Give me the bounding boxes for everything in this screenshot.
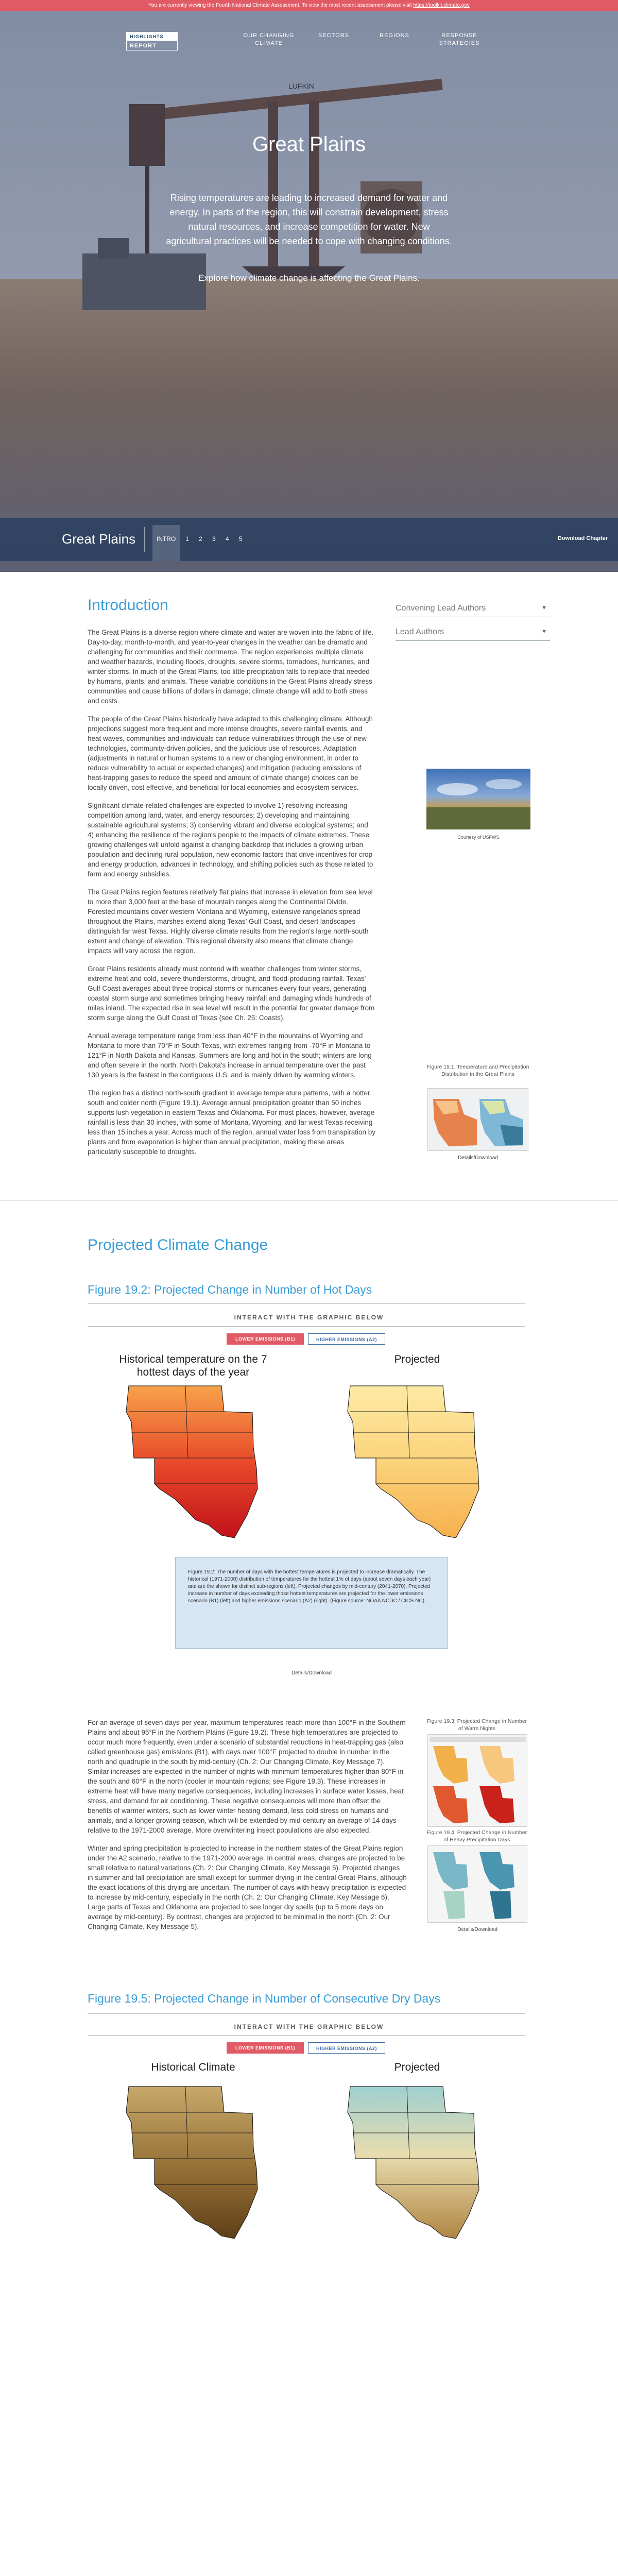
convening-lead-authors-label: Convening Lead Authors [396, 604, 486, 613]
hero-explore-text: Explore how climate change is affecting the Great Plains. [198, 273, 420, 283]
nav-link-our-changing-climate[interactable]: OUR CHANGING CLIMATE [243, 32, 295, 46]
intro-paragraph: Significant climate-related challenges are expected to involve 1) resolving increasing competition among land, water, and energy resources; 2) developing and maintaining sustainable agricultural systems; 3) conserving vibrant and diverse ecological systems; and 4) enhancing the resilience of the region's people to the impacts of climate extremes. These growing challenges will unfold against a changing backdrop that includes a growing urban population and declining rural population, new economic factors that drive incentives for crop and energy production, advances in technology, and shifting policies such as those related to farm and energy subsidies. [88, 802, 373, 878]
dry-days-right-label: Projected [394, 2061, 440, 2073]
download-chapter-link[interactable]: Download Chapter [557, 535, 608, 541]
figure-rule [88, 2035, 525, 2036]
temperature-precipitation-maps [428, 1089, 528, 1151]
section-divider [0, 1200, 618, 1201]
figure-19-1-thumbnail[interactable] [427, 1088, 528, 1151]
chapter-tab-5[interactable]: 5 [239, 535, 243, 543]
interact-heading: INTERACT WITH THE GRAPHIC BELOW [234, 1314, 384, 1321]
chapter-name: Great Plains [62, 531, 136, 547]
figure-19-2-details-link[interactable]: Details/Download [291, 1670, 332, 1676]
projected-hot-days-map [340, 1381, 515, 1546]
figure-rule [88, 1326, 525, 1327]
historical-hot-days-map [118, 1381, 294, 1546]
photo-caption: Courtesy of USFWS [457, 835, 500, 840]
chapter-nav-bar [0, 518, 618, 561]
hot-days-body [88, 1718, 407, 1940]
hero-section [0, 11, 618, 572]
warm-nights-maps [428, 1735, 527, 1827]
intro-paragraph: Great Plains residents already must contend with weather challenges from winter storms, extreme heat and cold, severe thunderstorms, drought, and flood-producing rainfall. Texas' Gulf Coast averages about three tropical storms or hurricanes every four years, generating coastal storm surge and sometimes bringing heavy rainfall and damaging winds hundreds of miles inland. The expected rise in sea level will result in the potential for greater damage from storm surge along the Gulf Coast of Texas (see Ch. 25: Coasts). [88, 965, 375, 1022]
hero-subtitle: Rising temperatures are leading to increased demand for water and energy. In parts of the region, this will constrain development, stress natural resources, and increase competition for water. New agricultural practices will be needed to cope with changing conditions. [166, 193, 452, 246]
nav-link-regions[interactable]: REGIONS [380, 32, 409, 39]
figure-rule [88, 2013, 525, 2014]
logo-top-text: HIGHLIGHTS [127, 32, 177, 41]
figure-19-3-caption: Figure 19.3: Projected Change in Number of Warm Nights [426, 1718, 527, 1732]
figure-19-2-caption-box [175, 1557, 448, 1649]
higher-emissions-button[interactable]: HIGHER EMISSIONS (A2) [308, 1333, 385, 1345]
nav-link-response-strategies[interactable]: RESPONSE STRATEGIES [439, 32, 480, 46]
figure-19-4-details-link[interactable]: Details/Download [457, 1927, 497, 1933]
historical-dry-days-map [118, 2081, 294, 2246]
svg-text:LUFKIN: LUFKIN [288, 82, 314, 90]
intro-paragraph: The Great Plains region features relatively flat plains that increase in elevation from sea level to more than 3,000 feet at the base of mountain ranges along the Continental Divide. Forested mountains cover western Montana and Wyoming, extensive rangelands spread throughout the Plains, marshes extend along Texas' Gulf Coast, and desert landscapes distinguish far west Texas. Highly diverse climate results from the region's large north-south extent and change of elevation. This regional diversity also means that climate change impacts will vary across the region. [88, 888, 373, 955]
figure-19-4-thumbnail[interactable] [427, 1845, 527, 1923]
intro-body [88, 628, 376, 1165]
banner-link[interactable]: https://toolkit.climate.gov [413, 3, 470, 8]
lower-emissions-button[interactable]: LOWER EMISSIONS (B1) [227, 2042, 304, 2054]
intro-paragraph: Annual average temperature range from less than 40°F in the mountains of Wyoming and Montana to more than 70°F in South Texas, with extremes ranging from -70°F in Montana to 121°F in North Dakota and Kansas. Summers are long and hot in the south; winters are long and often severe in the north. North Dakota's increase in annual temperature over the past 130 years is the fastest in the contiguous U.S. and is mainly driven by warming winters. [88, 1032, 372, 1079]
dry-days-left-label: Historical Climate [151, 2061, 235, 2073]
projected-title: Projected Climate Change [88, 1236, 268, 1253]
figure-19-2-title: Figure 19.2: Projected Change in Number of Hot Days [88, 1283, 372, 1296]
highlights-logo[interactable] [126, 32, 178, 50]
intro-paragraph: The Great Plains is a diverse region where climate and water are woven into the fabric of life. Day-to-day, month-to-month, and year-to-year changes in the weather can be dramatic and challenging for communities and their commerce. The region experiences multiple climate and weather hazards, including floods, droughts, severe storms, tornadoes, hurricanes, and winter storms. In much of the Great Plains, too little precipitation falls to replace that needed by humans, plants, and animals. These variable conditions in the Great Plains already stress communities and cause billions of dollars in damage; climate change will add to both stress and costs. [88, 629, 374, 705]
lower-emissions-button[interactable]: LOWER EMISSIONS (B1) [227, 1333, 304, 1345]
lead-authors-label: Lead Authors [396, 628, 444, 636]
hot-days-paragraph: For an average of seven days per year, maximum temperatures reach more than 100°F in the Southern Plains and about 95°F in the Northern Plains (Figure 19.2). These high temperatures are projected to occur much more frequently, even under a scenario of substantial reductions in heat-trapping gas (also called greenhouse gas) emissions (B1), with days over 100°F projected to double in number in the north and quadruple in the south by mid-century (Ch. 2: Our Changing Climate, Key Message 7). Similar increases are expected in the number of nights with minimum temperatures higher than 80°F in the south and 60°F in the north (cooler in mountain regions; see Figure 19.3). These increases in extreme heat will have many negative consequences, including increases in surface water losses, heat stress, and demand for air conditioning. These negative consequences will more than offset the benefits of warmer winters, such as lower winter heating demand, less cold stress on humans and animals, and a longer growing season, which will be extended by mid-century an average of 14 days relative to the 1971-2000 average. More overwintering insect populations are also expected. [88, 1719, 406, 1834]
figure-19-1-caption: Figure 19.1: Temperature and Precipitation Distribution in the Great Plains [426, 1064, 529, 1077]
projected-dry-days-map [340, 2081, 515, 2246]
notice-banner [0, 0, 618, 11]
hero-overlay [0, 11, 618, 572]
intro-paragraph: The region has a distinct north-south gradient in average temperature patterns, with a hotter south and colder north (Figure 19.1). Average annual precipitation greater than 50 inches supports lush vegetation in eastern Texas and Oklahoma. For most places, however, average rainfall is less than 30 inches, with some of Montana, Wyoming, and far west Texas receiving less than 15 inches a year. Across much of the region, annual water loss from transpiration by plants and from evaporation is higher than annual precipitation, making these areas particularly susceptible to droughts. [88, 1089, 376, 1156]
figure-19-2-caption: Figure 19.2: The number of days with the hottest temperatures is projected to increase dramatically. The historical (1971-2000) distribution of temperatures for the hottest 1% of days (about seven days each year) and are the shown for distinct sub-regions (left). Projected changes by mid-century (2041-2070). Projected increase in number of days exceeding those hottest temperatures are projected for the lower emissions scenario (B1) (left) and higher emissions scenario (A2) (right). (Figure source: NOAA NCDC / CICS-NC). [188, 1569, 431, 1604]
interact-heading: INTERACT WITH THE GRAPHIC BELOW [234, 2023, 384, 2030]
figure-rule [88, 1303, 525, 1304]
chapter-tab-intro[interactable]: INTRO [152, 525, 180, 561]
lead-authors-toggle[interactable] [396, 623, 550, 641]
higher-emissions-button[interactable]: HIGHER EMISSIONS (A2) [308, 2042, 385, 2054]
hot-days-right-label: Projected [394, 1353, 440, 1365]
chevron-down-icon: ▼ [541, 605, 547, 611]
hot-days-left-label: Historical temperature on the 7 hottest days of the year [119, 1353, 267, 1378]
convening-lead-authors-toggle[interactable] [396, 600, 550, 617]
landscape-photo[interactable] [426, 769, 530, 829]
chapter-tab-1[interactable]: 1 [185, 535, 189, 543]
landscape-illustration [426, 769, 530, 829]
figure-19-5-title: Figure 19.5: Projected Change in Number of Consecutive Dry Days [88, 1992, 441, 2005]
heavy-precipitation-maps [428, 1846, 527, 1923]
intro-paragraph: The people of the Great Plains historically have adapted to this challenging climate. Although projections suggest more frequent and more intense droughts, severe rainfall events, and heat waves, communities and individuals can reduce vulnerabilities through the use of new technologies, community-driven policies, and the judicious use of resources. Adaptation (adjustments in natural or human systems to a new or changing environment, in order to reduce vulnerability to actual or expected changes) and mitigation (reducing emissions of heat-trapping gases to reduce the speed and amount of climate change) choices can be locally driven, cost effective, and beneficial for local economies and ecosystem services. [88, 715, 373, 791]
chapter-tab-4[interactable]: 4 [226, 535, 229, 543]
logo-bottom-text: REPORT [130, 43, 157, 49]
chapter-tab-2[interactable]: 2 [199, 535, 202, 543]
top-nav [0, 11, 618, 57]
hot-days-paragraph: Winter and spring precipitation is projected to increase in the northern states of the Great Plains region under the A2 scenario, relative to the 1971-2000 average. In central areas, changes are projected to be small relative to natural variations (Ch. 2: Our Changing Climate, Key Message 5). Projected changes in summer and fall precipitation are small except for summer drying in the central Great Plains, although the exact locations of this drying are uncertain. The number of days with heavy precipitation is expected to increase by mid-century, especially in the north (Ch. 2: Our Changing Climate, Key Message 6). Large parts of Texas and Oklahoma are projected to see longer dry spells (up to 5 more days on average by mid-century). By contrast, changes are projected to be minimal in the north (Ch. 2: Our Changing Climate, Key Message 5). [88, 1844, 407, 1930]
nav-link-sectors[interactable]: SECTORS [318, 32, 349, 39]
figure-19-3-thumbnail[interactable] [427, 1734, 527, 1827]
intro-title: Introduction [88, 597, 168, 614]
hero-title: Great Plains [252, 133, 366, 156]
chevron-down-icon: ▼ [541, 629, 547, 635]
chapter-tab-3[interactable]: 3 [212, 535, 216, 543]
banner-text: You are currently viewing the Fourth National Climate Assessment. To view the most recent assessment please visit [148, 3, 412, 8]
chapter-divider [144, 527, 145, 552]
figure-19-1-details-link[interactable]: Details/Download [458, 1155, 498, 1161]
figure-19-4-caption: Figure 19.4: Projected Change in Number of Heavy Precipitation Days [426, 1829, 527, 1843]
